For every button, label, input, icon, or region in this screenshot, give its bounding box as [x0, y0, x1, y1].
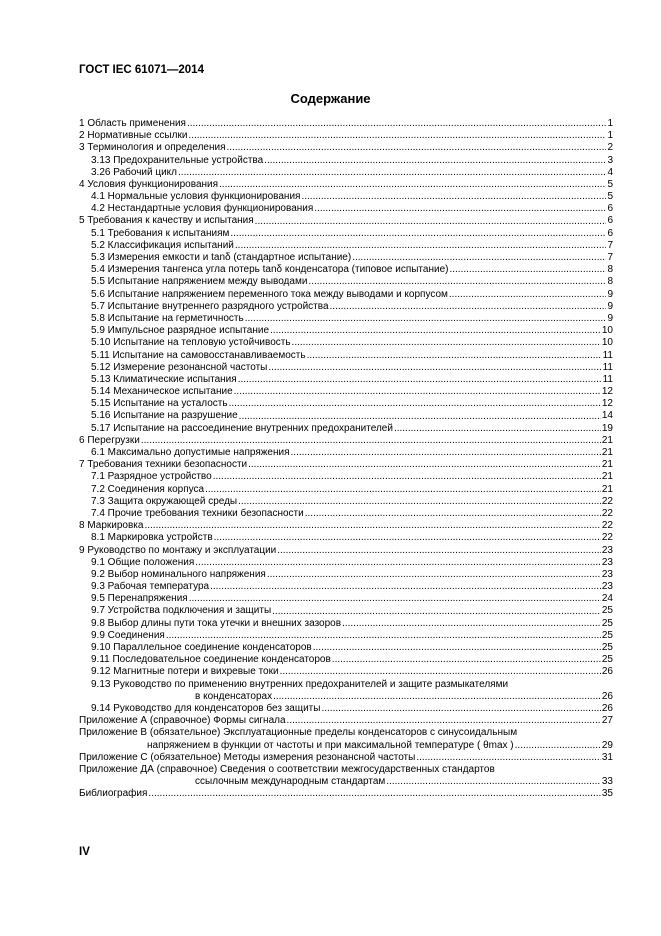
toc-entry[interactable] [79, 471, 613, 483]
toc-entry-title: 2 Нормативные ссылки [79, 130, 188, 142]
toc-entry-title: 3.13 Предохранительные устройства [91, 154, 264, 166]
toc-entry-title: 7.3 Защита окружающей среды [91, 495, 238, 507]
toc-leader-dots [144, 520, 600, 532]
toc-entry[interactable] [79, 167, 613, 179]
toc-entry[interactable] [79, 459, 613, 471]
toc-entry-title: 9.7 Устройства подключения и защиты [91, 605, 272, 617]
toc-entry[interactable] [79, 496, 613, 508]
toc-entry-page: 6 [607, 203, 613, 215]
toc-entry-title: 1 Область применения [79, 117, 186, 129]
toc-leader-dots [330, 301, 607, 313]
toc-entry-title: 5.16 Испытание на разрушение [91, 410, 238, 422]
toc-entry-page: 23 [601, 544, 613, 556]
toc-leader-dots [305, 508, 601, 520]
toc-entry-page: 12 [601, 386, 613, 398]
toc-entry-page: 26 [601, 690, 613, 702]
toc-entry-page: 25 [601, 654, 613, 666]
toc-entry-page: 14 [601, 410, 613, 422]
toc-leader-dots [308, 276, 606, 288]
toc-entry-title: 5.8 Испытание на герметичность [91, 312, 244, 324]
toc-entry[interactable] [79, 386, 613, 398]
toc-entry-title: 5.5 Испытание напряжением между выводами [91, 276, 308, 288]
toc-entry[interactable] [79, 411, 613, 423]
toc-entry[interactable] [79, 618, 613, 630]
toc-entry[interactable] [79, 715, 613, 727]
toc-leader-dots [230, 228, 606, 240]
toc-leader-dots [248, 459, 601, 471]
toc-entry[interactable] [79, 289, 613, 301]
toc-entry-page: 3 [607, 154, 613, 166]
toc-entry-title: ссылочным международным стандартам [195, 776, 386, 788]
toc-entry-title: 6.1 Максимально допустимые напряжения [91, 447, 290, 459]
toc-entry-page: 5 [607, 178, 613, 190]
toc-entry-page: 22 [601, 532, 613, 544]
toc-entry-page: 21 [601, 434, 613, 446]
toc-entry-page: 21 [601, 471, 613, 483]
toc-entry-title: 7.4 Прочие требования техники безопасности [91, 507, 304, 519]
toc-entry[interactable] [79, 398, 613, 410]
toc-entry[interactable] [79, 276, 613, 288]
toc-entry[interactable] [79, 337, 613, 349]
toc-entry[interactable] [79, 264, 613, 276]
toc-entry-title: 9.8 Выбор длины пути тока утечки и внешних зазоров [91, 617, 342, 629]
toc-leader-dots [214, 532, 601, 544]
toc-entry[interactable] [79, 252, 613, 264]
toc-entry-title: 5.11 Испытание на самовосстанавливаемость [91, 349, 306, 361]
toc-leader-dots [239, 411, 601, 423]
toc-entry-page: 23 [601, 581, 613, 593]
toc-entry-page: 4 [607, 166, 613, 178]
toc-entry[interactable] [79, 654, 613, 666]
toc-leader-dots [188, 130, 606, 142]
toc-entry-title: 3 Терминология и определения [79, 142, 226, 154]
toc-entry-page: 2 [607, 142, 613, 154]
toc-entry-title: 4 Условия функционирования [79, 178, 219, 190]
toc-leader-dots [313, 642, 601, 654]
toc-leader-dots [314, 203, 606, 215]
toc-entry-page: 31 [601, 751, 613, 763]
toc-entry[interactable] [79, 740, 613, 752]
toc-entry-title: Приложение ДА (справочное) Сведения о соответствии межгосударственных стандартов [79, 763, 495, 775]
toc-entry-title: 9.11 Последовательное соединение конденсаторов [91, 654, 331, 666]
toc-entry-title: 5.10 Испытание на тепловую устойчивость [91, 337, 291, 349]
toc-entry-page: 11 [602, 349, 613, 361]
toc-entry-title: 8 Маркировка [79, 520, 144, 532]
toc-entry[interactable] [79, 630, 613, 642]
toc-entry[interactable] [79, 642, 613, 654]
toc-entry[interactable] [79, 240, 613, 252]
toc-entry[interactable] [79, 557, 613, 569]
toc-entry-page: 25 [601, 617, 613, 629]
toc-entry-page: 1 [607, 130, 613, 142]
toc-entry-page: 12 [601, 398, 613, 410]
toc-entry-title: 5.4 Измерения тангенса угла потерь tanδ конденсатора (типовое испытание) [91, 264, 449, 276]
toc-entry-title: 5.14 Механическое испытание [91, 386, 233, 398]
toc-entry-title: в конденсаторах [195, 690, 273, 702]
toc-entry[interactable] [79, 313, 613, 325]
toc-entry-title: 9.10 Параллельное соединение конденсаторов [91, 642, 312, 654]
toc-entry[interactable] [79, 484, 613, 496]
toc-leader-dots [255, 216, 607, 228]
toc-entry-page: 22 [601, 495, 613, 507]
toc-entry[interactable] [79, 301, 613, 313]
toc-entry[interactable] [79, 703, 613, 715]
toc-entry-page: 29 [601, 739, 613, 751]
toc-entry-title: 5.1 Требования к испытаниям [91, 227, 230, 239]
toc-entry[interactable] [79, 606, 613, 618]
toc-entry-page: 27 [601, 715, 613, 727]
toc-leader-dots [166, 630, 601, 642]
toc-entry-title: 5.7 Испытание внутреннего разрядного устройства [91, 300, 329, 312]
toc-entry-title: 4.1 Нормальные условия функционирования [91, 191, 301, 203]
toc-leader-dots [178, 167, 606, 179]
toc-entry[interactable] [79, 191, 613, 203]
toc-leader-dots [264, 155, 606, 167]
toc-entry[interactable] [79, 374, 613, 386]
toc-entry-title: 5.12 Измерение резонансной частоты [91, 361, 268, 373]
toc-leader-dots [148, 788, 600, 800]
toc-entry-title: 9.5 Перенапряжения [91, 593, 188, 605]
toc-entry-title: 8.1 Маркировка устройств [91, 532, 213, 544]
toc-entry[interactable] [79, 447, 613, 459]
toc-entry[interactable] [79, 155, 613, 167]
toc-entry[interactable] [79, 362, 613, 374]
toc-entry-page: 21 [601, 483, 613, 495]
toc-leader-dots [394, 423, 601, 435]
toc-entry-page: 9 [607, 288, 613, 300]
toc-entry[interactable] [79, 666, 613, 678]
toc-entry[interactable] [79, 130, 613, 142]
toc-leader-dots [227, 142, 607, 154]
toc-leader-dots [189, 593, 601, 605]
toc-entry-title: 9.14 Руководство для конденсаторов без защиты [91, 702, 321, 714]
page-title: Содержание [290, 91, 371, 106]
toc-leader-dots [213, 471, 601, 483]
toc-entry[interactable] [79, 142, 613, 154]
toc-entry-page: 21 [601, 459, 613, 471]
toc-entry[interactable] [79, 325, 613, 337]
toc-entry-page: 5 [607, 191, 613, 203]
toc-entry-title: 9.2 Выбор номинального напряжения [91, 568, 266, 580]
toc-leader-dots [342, 618, 601, 630]
toc-leader-dots [273, 691, 601, 703]
toc-leader-dots [416, 752, 601, 764]
table-of-contents [79, 118, 613, 801]
toc-leader-dots [245, 313, 607, 325]
toc-entry-title: 7 Требования техники безопасности [79, 459, 248, 471]
toc-entry-page: 10 [601, 337, 613, 349]
toc-leader-dots [277, 545, 601, 557]
toc-entry[interactable] [79, 423, 613, 435]
toc-entry-page: 8 [607, 276, 613, 288]
toc-leader-dots [187, 118, 606, 130]
toc-entry[interactable] [79, 435, 613, 447]
toc-entry-title: 5.15 Испытание на усталость [91, 398, 228, 410]
toc-leader-dots [268, 362, 601, 374]
toc-leader-dots [205, 484, 601, 496]
toc-entry-page: 22 [601, 520, 613, 532]
toc-leader-dots [287, 715, 601, 727]
toc-leader-dots [195, 557, 601, 569]
toc-entry-page: 21 [601, 447, 613, 459]
toc-entry-title: 9.9 Соединения [91, 629, 165, 641]
toc-entry-title: 5.3 Измерения емкости и tanδ (стандартное испытание) [91, 252, 352, 264]
toc-entry-title: 5.2 Классификация испытаний [91, 239, 234, 251]
toc-entry[interactable] [79, 752, 613, 764]
toc-entry-page: 9 [607, 312, 613, 324]
toc-entry-title: 6 Перегрузки [79, 434, 140, 446]
toc-entry-title: Приложение В (обязательное) Эксплуатационные пределы конденсаторов с синусоидальным [79, 727, 518, 739]
toc-entry-page: 35 [601, 788, 613, 800]
toc-leader-dots [321, 703, 600, 715]
toc-entry[interactable] [79, 776, 613, 788]
toc-leader-dots [449, 289, 607, 301]
toc-entry[interactable] [79, 228, 613, 240]
toc-entry-title: 3.26 Рабочий цикл [91, 166, 178, 178]
toc-entry-page: 26 [601, 702, 613, 714]
toc-entry-page: 23 [601, 556, 613, 568]
toc-entry-page: 10 [601, 325, 613, 337]
toc-leader-dots [291, 447, 601, 459]
toc-leader-dots [229, 398, 601, 410]
toc-entry-page: 25 [601, 605, 613, 617]
toc-entry-title: 7.2 Соединения корпуса [91, 483, 205, 495]
toc-entry[interactable] [79, 216, 613, 228]
toc-leader-dots [301, 191, 606, 203]
toc-leader-dots [234, 386, 601, 398]
toc-leader-dots [292, 337, 601, 349]
toc-entry-title: 4.2 Нестандартные условия функционирования [91, 203, 314, 215]
toc-leader-dots [332, 654, 601, 666]
toc-entry-title: 5.17 Испытание на рассоединение внутренних предохранителей [91, 422, 393, 434]
toc-entry-title: Приложение С (обязательное) Методы измерения резонансной частоты [79, 751, 416, 763]
toc-leader-dots [386, 776, 601, 788]
toc-entry-title: 7.1 Разрядное устройство [91, 471, 212, 483]
toc-leader-dots [267, 569, 601, 581]
toc-entry-page: 7 [607, 252, 613, 264]
toc-leader-dots [280, 666, 601, 678]
toc-leader-dots [449, 264, 606, 276]
toc-entry-page: 7 [607, 239, 613, 251]
toc-entry[interactable] [79, 532, 613, 544]
toc-entry-page: 1 [607, 117, 613, 129]
document-header: ГОСТ IEC 61071—2014 [79, 64, 204, 76]
toc-entry[interactable] [79, 520, 613, 532]
toc-entry-title: 5.9 Импульсное разрядное испытание [91, 325, 270, 337]
toc-entry[interactable] [79, 581, 613, 593]
toc-leader-dots [210, 581, 601, 593]
toc-entry-page: 9 [607, 300, 613, 312]
toc-entry-page: 33 [601, 776, 613, 788]
toc-entry[interactable] [79, 764, 613, 776]
toc-entry[interactable] [79, 350, 613, 362]
toc-entry-page: 11 [602, 373, 613, 385]
toc-entry-title: Приложение А (справочное) Формы сигнала [79, 715, 286, 727]
toc-entry-title: 5.6 Испытание напряжением переменного тока между выводами и корпусом [91, 288, 448, 300]
toc-leader-dots [272, 606, 601, 618]
toc-entry-page: 6 [607, 215, 613, 227]
toc-entry-title: 9.3 Рабочая температура [91, 581, 210, 593]
toc-entry[interactable] [79, 179, 613, 191]
toc-entry-title: Библиография [79, 788, 148, 800]
toc-entry-page: 11 [602, 361, 613, 373]
page-number: IV [79, 846, 90, 858]
toc-entry-page: 25 [601, 642, 613, 654]
toc-entry-title: 9 Руководство по монтажу и эксплуатации [79, 544, 277, 556]
toc-entry-page: 24 [601, 593, 613, 605]
toc-entry[interactable] [79, 691, 613, 703]
toc-entry[interactable] [79, 508, 613, 520]
toc-entry[interactable] [79, 593, 613, 605]
toc-entry[interactable] [79, 545, 613, 557]
toc-leader-dots [219, 179, 606, 191]
toc-entry-page: 6 [607, 227, 613, 239]
toc-entry[interactable] [79, 203, 613, 215]
toc-leader-dots [352, 252, 606, 264]
toc-leader-dots [235, 240, 607, 252]
toc-entry-page: 26 [601, 666, 613, 678]
toc-entry-page: 25 [601, 629, 613, 641]
toc-entry-title: 5 Требования к качеству и испытания [79, 215, 254, 227]
toc-entry-page: 22 [601, 507, 613, 519]
toc-entry-page: 8 [607, 264, 613, 276]
toc-entry-title: 9.12 Магнитные потери и вихревые токи [91, 666, 279, 678]
toc-entry[interactable] [79, 118, 613, 130]
toc-leader-dots [270, 325, 601, 337]
toc-entry[interactable] [79, 679, 613, 691]
toc-entry[interactable] [79, 569, 613, 581]
toc-entry[interactable] [79, 788, 613, 800]
toc-leader-dots [238, 496, 601, 508]
toc-leader-dots [141, 435, 601, 447]
toc-entry-title: 5.13 Климатические испытания [91, 373, 237, 385]
toc-entry-page: 19 [601, 422, 613, 434]
toc-entry-title: напряжением в функции от частоты и при максимальной температуре ( θmax ) [147, 739, 514, 751]
toc-entry-title: 9.1 Общие положения [91, 556, 195, 568]
toc-entry-title: 9.13 Руководство по применению внутренних предохранителей и защите размыкателями [91, 678, 509, 690]
toc-leader-dots [238, 374, 602, 386]
toc-entry-page: 23 [601, 568, 613, 580]
toc-entry[interactable] [79, 727, 613, 739]
toc-leader-dots [515, 740, 601, 752]
toc-leader-dots [307, 350, 602, 362]
